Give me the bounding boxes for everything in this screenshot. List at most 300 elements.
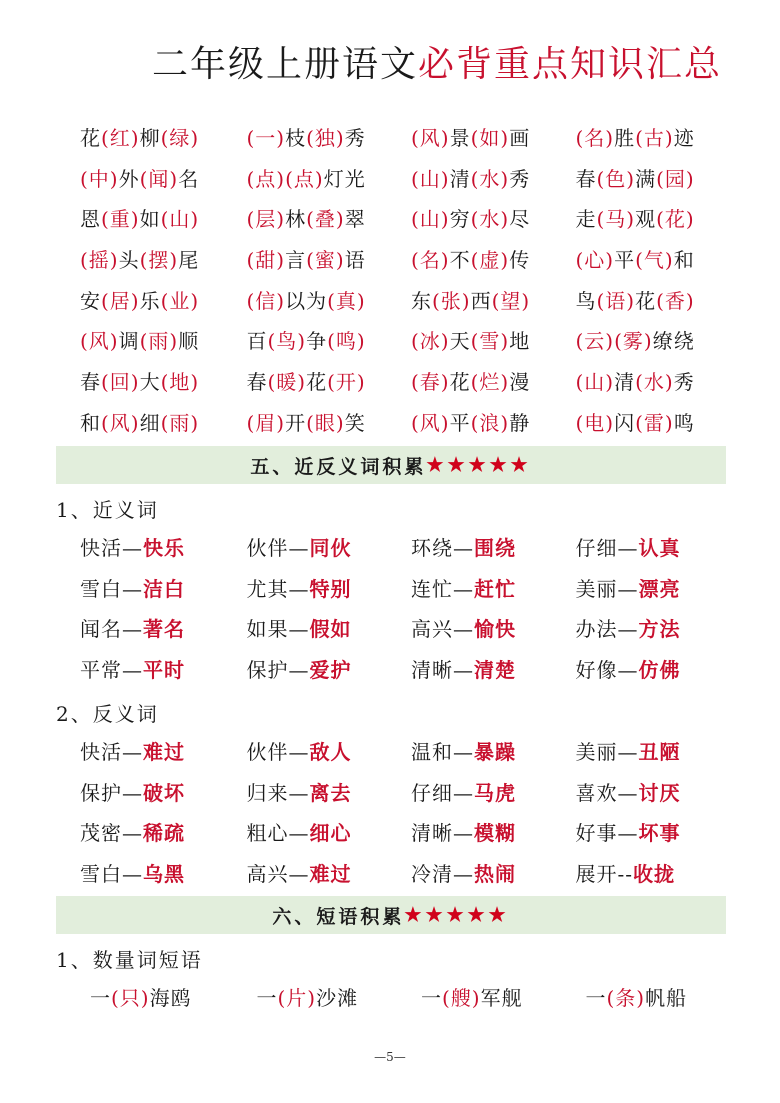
synonym-pair: [245, 573, 412, 602]
answer-word: (虚): [470, 247, 510, 272]
synonym-word: 快活—: [80, 535, 143, 560]
answer-word: (风): [411, 410, 450, 435]
given-word: 名: [178, 166, 200, 191]
antonym-answer: 难过: [143, 739, 185, 764]
synonym-word: 连忙—: [411, 576, 474, 601]
synonym-answer: 洁白: [143, 576, 185, 601]
answer-word: (眼): [306, 410, 345, 435]
antonym-pair: [411, 817, 576, 846]
given-word: 一: [585, 985, 607, 1010]
answer-word: (望): [491, 288, 531, 313]
given-word: 静: [509, 410, 531, 435]
antonym-word: 保护—: [80, 780, 143, 805]
answer-word: (气): [635, 247, 674, 272]
given-word: 枝: [285, 125, 307, 150]
antonym-word: 粗心—: [246, 821, 310, 846]
given-word: 平: [449, 410, 471, 435]
idiom-item: [411, 366, 576, 395]
synonym-word: 好像—: [575, 657, 639, 682]
answer-word: (叠): [306, 207, 345, 232]
synonym-pair: [245, 654, 412, 683]
answer-word: (水): [470, 166, 510, 191]
idiom-item: [576, 244, 741, 273]
given-word: 沙滩: [316, 985, 359, 1010]
section-5-label: 五、近反义词积累: [250, 455, 427, 478]
section-6-label: 六、短语积累: [272, 905, 405, 928]
answer-word: (山): [411, 207, 450, 232]
given-word: 柳: [139, 125, 161, 150]
idiom-item: [411, 163, 576, 192]
answer-word: (回): [101, 369, 140, 394]
section-6-header: [56, 896, 726, 934]
given-word: 安: [80, 288, 101, 313]
antonym-answer: 热闹: [474, 861, 516, 886]
answer-word: (点): [285, 166, 324, 191]
answer-word: (如): [470, 125, 510, 150]
answer-word: (雨): [160, 410, 200, 435]
answer-word: (甜): [246, 247, 286, 272]
synonym-word: 雪白—: [80, 576, 143, 601]
synonym-word: 伙伴—: [246, 535, 310, 560]
synonym-answer: 假如: [309, 617, 352, 642]
answer-word: (风): [80, 329, 119, 354]
antonym-pair: [576, 817, 741, 846]
given-word: 恩: [80, 207, 101, 232]
answer-word: (一): [246, 125, 286, 150]
antonym-answer: 模糊: [474, 821, 516, 846]
idiom-grid: [80, 116, 740, 442]
synonym-row: [80, 526, 740, 567]
synonym-pair: [411, 532, 576, 561]
answer-word: (条): [606, 985, 646, 1010]
synonyms-grid: [80, 526, 740, 689]
answer-word: (艘): [442, 985, 481, 1010]
synonym-word: 清晰—: [411, 657, 474, 682]
synonym-pair: [411, 613, 576, 642]
answer-word: (山): [160, 207, 200, 232]
answer-word: (片): [277, 985, 317, 1010]
idiom-item: [245, 285, 412, 314]
given-word: 地: [509, 329, 531, 354]
given-word: 花: [80, 125, 101, 150]
answer-word: (雨): [139, 329, 179, 354]
answer-word: (名): [575, 125, 615, 150]
idiom-item: [245, 366, 412, 395]
synonym-row: [80, 648, 740, 689]
given-word: 帆船: [645, 985, 688, 1010]
synonym-row: [80, 607, 740, 648]
given-word: 花: [449, 369, 471, 394]
synonym-pair: [576, 613, 741, 642]
synonym-word: 办法—: [575, 617, 639, 642]
answer-word: (闻): [139, 166, 179, 191]
answer-word: (独): [306, 125, 345, 150]
answer-word: (暖): [267, 369, 307, 394]
idiom-item: [411, 203, 576, 232]
answer-word: (心): [575, 247, 615, 272]
given-word: 一: [256, 985, 278, 1010]
section-5-header: [56, 446, 726, 484]
given-word: 漫: [509, 369, 531, 394]
synonym-answer: 特别: [309, 576, 352, 601]
given-word: 军舰: [480, 985, 523, 1010]
antonym-answer: 马虎: [474, 780, 516, 805]
idiom-item: [411, 325, 576, 354]
synonym-answer: 清楚: [474, 657, 516, 682]
answer-word: (雾): [614, 329, 653, 354]
answer-word: (马): [596, 207, 636, 232]
given-word: 穷: [449, 207, 471, 232]
antonym-pair: [245, 777, 412, 806]
title-black: 二年级上册语文: [151, 44, 418, 85]
given-word: 西: [470, 288, 492, 313]
idiom-row: [80, 319, 740, 360]
idiom-item: [80, 203, 245, 232]
given-word: 秀: [344, 125, 366, 150]
idiom-item: [576, 325, 741, 354]
antonym-answer: 乌黑: [143, 861, 185, 886]
antonym-row: [80, 852, 740, 893]
synonym-answer: 赶忙: [474, 576, 516, 601]
answer-word: (地): [160, 369, 200, 394]
synonym-word: 美丽—: [575, 576, 639, 601]
given-word: 鸟: [575, 288, 597, 313]
idiom-item: [80, 122, 245, 151]
section-6-stars: ★★★★★: [404, 904, 510, 926]
answer-word: (香): [656, 288, 695, 313]
synonym-answer: 方法: [638, 617, 681, 642]
synonym-row: [80, 567, 740, 608]
antonym-row: [80, 771, 740, 812]
answer-word: (只): [111, 985, 150, 1010]
page-title: [152, 36, 722, 87]
synonyms-heading: 1、近义词: [56, 498, 159, 522]
antonym-pair: [576, 736, 741, 765]
given-word: 胜: [614, 125, 636, 150]
answer-word: (张): [432, 288, 471, 313]
antonym-row: [80, 811, 740, 852]
answer-word: (色): [596, 166, 636, 191]
idiom-row: [80, 197, 740, 238]
given-word: 缭绕: [652, 329, 695, 354]
idiom-item: [411, 285, 576, 314]
given-word: 清: [449, 166, 471, 191]
antonym-pair: [576, 777, 741, 806]
antonym-answer: 离去: [309, 780, 352, 805]
idiom-item: [245, 203, 412, 232]
given-word: 大: [139, 369, 161, 394]
antonym-word: 高兴—: [246, 861, 310, 886]
synonym-word: 尤其—: [246, 576, 310, 601]
antonyms-grid: [80, 730, 740, 893]
synonym-pair: [80, 532, 245, 561]
phrases-heading: 1、数量词短语: [56, 948, 203, 972]
antonym-pair: [80, 858, 245, 887]
answer-word: (花): [656, 207, 695, 232]
synonym-answer: 愉快: [474, 617, 516, 642]
idiom-item: [80, 407, 245, 436]
antonym-pair: [245, 817, 412, 846]
idiom-item: [411, 122, 576, 151]
phrase-item: [255, 982, 422, 1011]
idiom-item: [576, 122, 741, 151]
given-word: 开: [285, 410, 307, 435]
antonym-pair: [411, 736, 576, 765]
given-word: 外: [118, 166, 140, 191]
answer-word: (鸣): [327, 329, 366, 354]
synonym-answer: 爱护: [309, 657, 352, 682]
antonym-pair: [245, 736, 412, 765]
answer-word: (云): [575, 329, 615, 354]
answer-word: (电): [575, 410, 615, 435]
idiom-item: [80, 325, 245, 354]
answer-word: (山): [575, 369, 615, 394]
antonym-word: 茂密—: [80, 821, 143, 846]
antonyms-heading: 2、反义词: [56, 702, 159, 726]
answer-word: (名): [411, 247, 450, 272]
synonym-answer: 快乐: [143, 535, 185, 560]
antonym-pair: [80, 777, 245, 806]
given-word: 言: [285, 247, 307, 272]
answer-word: (真): [327, 288, 366, 313]
given-word: 顺: [178, 329, 200, 354]
antonym-word: 仔细—: [411, 780, 474, 805]
synonym-answer: 漂亮: [638, 576, 681, 601]
answer-word: (摆): [139, 247, 179, 272]
given-word: 海鸥: [149, 985, 192, 1010]
given-word: 尾: [178, 247, 200, 272]
antonym-word: 清晰—: [411, 821, 474, 846]
answer-word: (摇): [80, 247, 119, 272]
answer-word: (绿): [160, 125, 200, 150]
given-word: 头: [118, 247, 140, 272]
synonym-word: 闻名—: [80, 617, 143, 642]
synonym-answer: 同伙: [309, 535, 352, 560]
given-word: 笑: [344, 410, 366, 435]
synonym-pair: [245, 532, 412, 561]
antonym-word: 冷清—: [411, 861, 474, 886]
antonym-answer: 丑陋: [638, 739, 681, 764]
given-word: 满: [635, 166, 657, 191]
answer-word: (中): [80, 166, 119, 191]
synonym-pair: [576, 654, 741, 683]
given-word: 争: [306, 329, 328, 354]
phrases-grid: [90, 976, 750, 1017]
answer-word: (水): [470, 207, 510, 232]
answer-word: (浪): [470, 410, 510, 435]
given-word: 不: [449, 247, 471, 272]
antonym-answer: 细心: [309, 821, 352, 846]
answer-word: (雷): [635, 410, 674, 435]
synonym-answer: 认真: [638, 535, 681, 560]
antonym-word: 快活—: [80, 739, 143, 764]
antonym-pair: [80, 736, 245, 765]
antonym-pair: [80, 817, 245, 846]
synonym-word: 环绕—: [411, 535, 474, 560]
synonym-word: 保护—: [246, 657, 310, 682]
idiom-item: [245, 407, 412, 436]
answer-word: (山): [411, 166, 450, 191]
antonym-row: [80, 730, 740, 771]
synonym-word: 高兴—: [411, 617, 474, 642]
answer-word: (风): [411, 125, 450, 150]
synonym-answer: 著名: [143, 617, 185, 642]
synonym-pair: [576, 532, 741, 561]
antonym-answer: 稀疏: [143, 821, 185, 846]
idiom-row: [80, 360, 740, 401]
answer-word: (古): [635, 125, 674, 150]
phrase-item: [586, 982, 751, 1011]
given-word: 语: [344, 247, 366, 272]
idiom-item: [80, 285, 245, 314]
given-word: 东: [411, 288, 432, 313]
idiom-item: [245, 163, 412, 192]
antonym-answer: 难过: [309, 861, 352, 886]
idiom-row: [80, 401, 740, 442]
synonym-answer: 仿佛: [638, 657, 681, 682]
idiom-item: [576, 285, 741, 314]
antonym-answer: 敌人: [309, 739, 352, 764]
synonym-word: 如果—: [246, 617, 310, 642]
idiom-row: [80, 279, 740, 320]
given-word: 细: [139, 410, 161, 435]
idiom-row: [80, 157, 740, 198]
section-5-stars: ★★★★★: [426, 454, 532, 476]
idiom-item: [80, 366, 245, 395]
synonym-word: 仔细—: [575, 535, 639, 560]
given-word: 春: [246, 369, 268, 394]
given-word: 走: [575, 207, 597, 232]
idiom-row: [80, 116, 740, 157]
idiom-item: [245, 244, 412, 273]
given-word: 如: [139, 207, 161, 232]
antonym-pair: [245, 858, 412, 887]
answer-word: (蜜): [306, 247, 345, 272]
given-word: 翠: [344, 207, 366, 232]
given-word: 花: [306, 369, 328, 394]
given-word: 秀: [509, 166, 531, 191]
antonym-pair: [411, 858, 576, 887]
answer-word: (眉): [246, 410, 286, 435]
antonym-pair: [411, 777, 576, 806]
given-word: 林: [285, 207, 307, 232]
given-word: 和: [80, 410, 101, 435]
answer-word: (水): [635, 369, 674, 394]
answer-word: (红): [101, 125, 140, 150]
answer-word: (春): [411, 369, 450, 394]
antonym-answer: 讨厌: [638, 780, 681, 805]
antonym-word: 喜欢—: [575, 780, 639, 805]
antonym-word: 美丽—: [575, 739, 639, 764]
synonym-pair: [80, 654, 245, 683]
given-word: 传: [509, 247, 531, 272]
synonym-answer: 围绕: [474, 535, 516, 560]
phrase-item: [90, 982, 255, 1011]
given-word: 春: [575, 166, 597, 191]
given-word: 闪: [614, 410, 636, 435]
synonym-pair: [245, 613, 412, 642]
answer-word: (重): [101, 207, 140, 232]
idiom-item: [80, 163, 245, 192]
given-word: 景: [449, 125, 471, 150]
given-word: 鸣: [673, 410, 695, 435]
given-word: 乐: [139, 288, 161, 313]
answer-word: (开): [327, 369, 366, 394]
given-word: 一: [90, 985, 111, 1010]
idiom-item: [245, 325, 412, 354]
answer-word: (鸟): [267, 329, 307, 354]
given-word: 秀: [673, 369, 695, 394]
antonym-word: 温和—: [411, 739, 474, 764]
answer-word: (语): [596, 288, 636, 313]
given-word: 观: [635, 207, 657, 232]
idiom-item: [245, 122, 412, 151]
given-word: 清: [614, 369, 636, 394]
title-red: 必背重点知识汇总: [417, 44, 722, 85]
answer-word: (风): [101, 410, 140, 435]
antonym-word: 归来—: [246, 780, 310, 805]
answer-word: (信): [246, 288, 286, 313]
antonym-answer: 坏事: [638, 821, 681, 846]
answer-word: (点): [246, 166, 286, 191]
antonym-word: 展开--: [575, 861, 634, 886]
answer-word: (业): [160, 288, 200, 313]
given-word: 春: [80, 369, 101, 394]
synonym-pair: [411, 654, 576, 683]
given-word: 和: [673, 247, 695, 272]
antonym-answer: 收拢: [633, 861, 676, 886]
given-word: 平: [614, 247, 636, 272]
antonym-pair: [576, 858, 741, 887]
idiom-item: [80, 244, 245, 273]
given-word: 迹: [673, 125, 695, 150]
answer-word: (层): [246, 207, 286, 232]
synonym-answer: 平时: [143, 657, 185, 682]
synonym-pair: [411, 573, 576, 602]
synonym-pair: [576, 573, 741, 602]
given-word: 百: [246, 329, 268, 354]
idiom-item: [576, 366, 741, 395]
given-word: 花: [635, 288, 657, 313]
synonym-pair: [80, 573, 245, 602]
phrase-item: [421, 982, 586, 1011]
answer-word: (冰): [411, 329, 450, 354]
idiom-item: [576, 203, 741, 232]
idiom-item: [411, 407, 576, 436]
idiom-item: [576, 407, 741, 436]
antonym-answer: 暴躁: [474, 739, 516, 764]
given-word: 画: [509, 125, 531, 150]
antonym-word: 雪白—: [80, 861, 143, 886]
idiom-item: [411, 244, 576, 273]
phrase-row: [90, 976, 750, 1017]
synonym-word: 平常—: [80, 657, 143, 682]
answer-word: (园): [656, 166, 695, 191]
given-word: 调: [118, 329, 140, 354]
antonym-answer: 破坏: [143, 780, 185, 805]
answer-word: (雪): [470, 329, 510, 354]
given-word: 灯光: [323, 166, 366, 191]
given-word: 天: [449, 329, 471, 354]
synonym-pair: [80, 613, 245, 642]
answer-word: (烂): [470, 369, 510, 394]
idiom-row: [80, 238, 740, 279]
given-word: 一: [421, 985, 442, 1010]
given-word: 尽: [509, 207, 531, 232]
antonym-word: 好事—: [575, 821, 639, 846]
given-word: 以为: [285, 288, 328, 313]
page-number: —5—: [374, 1050, 406, 1064]
